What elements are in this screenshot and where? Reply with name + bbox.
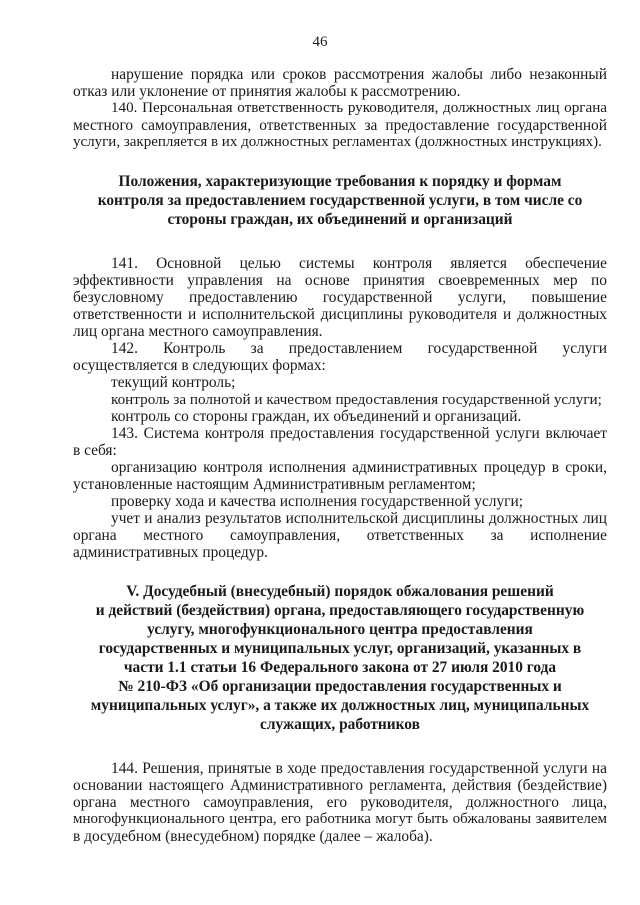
paragraph-143 [73,425,607,561]
list-item: проверку хода и качества исполнения государственной услуги; [111,493,524,510]
list-item: контроль со стороны граждан, их объединений и организаций. [111,408,522,425]
paragraph-complaint-end [73,66,607,100]
text-line: эффективности управления на основе принятия своевременных мер по [73,272,607,289]
heading-line: и действий (бездействия) органа, предоставляющего государственную [95,602,585,619]
list-item: контроль за полнотой и качеством предоставления государственной услуги; [111,391,602,408]
paragraph-142 [73,340,607,425]
heading-line: стороны граждан, их объединений и организаций [167,211,513,228]
heading-line: услугу, многофункционального центра предоставления [147,621,533,638]
heading-line: V. Досудебный (внесудебный) порядок обжалования решений [126,583,554,600]
heading-line: № 210-ФЗ «Об организации предоставления государственных и [118,678,562,695]
text-line: 143. Система контроля предоставления государственной услуги включает [111,425,607,442]
heading-line: Положения, характеризующие требования к порядку и формам [118,173,562,190]
heading-line: служащих, работников [260,716,420,733]
text-line: местного самоуправления, ответственных за предоставление государственной [73,117,607,134]
list-item: учет и анализ результатов исполнительской дисциплины должностных лиц [111,510,607,527]
heading-line: части 1.1 статьи 16 Федерального закона от 27 июля 2010 года [123,659,557,676]
text-line: осуществляется в следующих формах: [73,357,326,374]
text-line: 141. Основной целью системы контроля является обеспечение [111,255,607,272]
section-heading-control [73,172,607,229]
heading-line: контроля за предоставлением государственной услуги, в том числе со [97,192,583,209]
text-line: лиц органа местного самоуправления. [73,323,323,340]
paragraph-140 [73,100,607,151]
text-line: 142. Контроль за предоставлением государственной услуги [111,340,607,357]
text-line: административных процедур. [73,544,268,561]
page-number: 46 [312,34,328,50]
text-line: в себя: [73,442,117,459]
text-line: ответственности и исполнительской дисциплины руководителя и должностных [73,306,607,323]
text-line: безусловному предоставлению государственной услуги, повышение [73,289,607,306]
page-body [73,66,607,845]
text-line: отказ или уклонение от принятия жалобы к рассмотрению. [73,83,461,100]
heading-line: государственных и муниципальных услуг, организаций, указанных в [98,640,582,657]
text-line: в досудебном (внесудебном) порядке (далее – жалоба). [73,828,433,845]
text-line: 140. Персональная ответственность руководителя, должностных лиц органа [111,100,607,116]
section-heading-appeal [73,582,607,734]
text-line: многофункционального центра, его работника могут быть обжалованы заявителем [73,811,607,827]
text-line: установленные настоящим Административным регламентом; [73,476,476,493]
paragraph-144 [73,760,607,845]
text-line: услуги, закрепляется в их должностных регламентах (должностных инструкциях). [73,134,602,150]
heading-line: муниципальных услуг», а также их должностных лиц, муниципальных [90,697,590,714]
text-line: нарушение порядка или сроков рассмотрения жалобы либо незаконный [111,66,607,83]
text-line: органа местного самоуправления, ответственных за исполнение [73,527,607,544]
text-line: 144. Решения, принятые в ходе предоставления государственной услуги на [111,760,607,777]
text-line: органа местного самоуправления, его руководителя, должностного лица, [73,794,607,811]
paragraph-141 [73,255,607,340]
text-line: основании настоящего Административного регламента, действия (бездействие) [73,777,607,794]
list-item: организацию контроля исполнения административных процедур в сроки, [111,459,607,476]
list-item: текущий контроль; [111,374,236,391]
